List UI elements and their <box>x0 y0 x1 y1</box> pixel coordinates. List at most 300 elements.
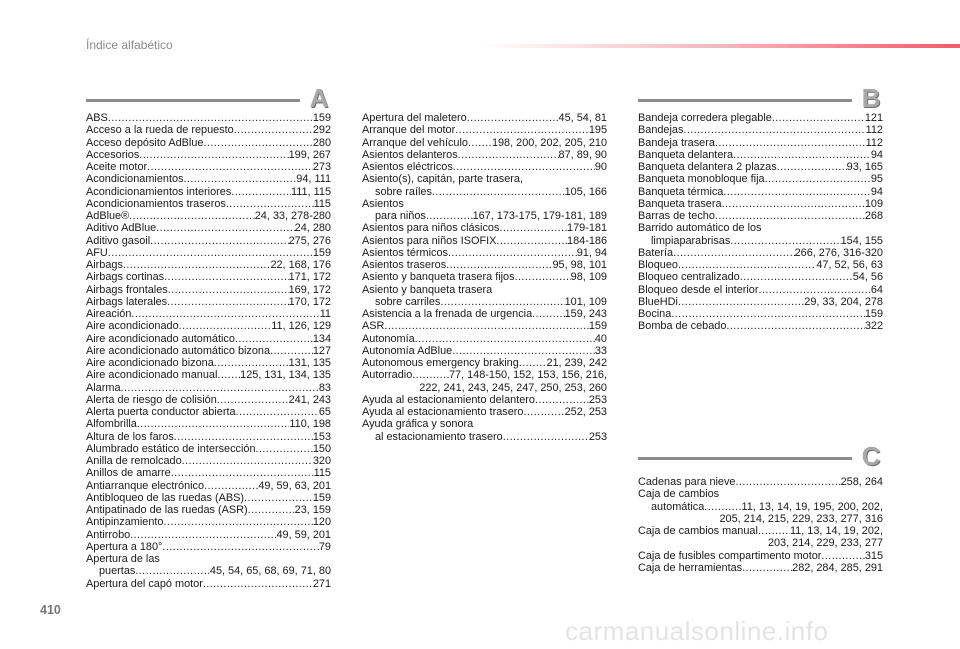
index-pages: 65 <box>318 406 331 418</box>
index-pages: 109 <box>864 197 883 210</box>
index-term: Cadenas para nieve <box>638 476 736 488</box>
dot-leader <box>168 284 289 296</box>
index-term: Batería <box>638 246 674 259</box>
index-pages: 90 <box>594 161 607 173</box>
index-entry <box>86 382 331 394</box>
index-pages: 258, 264 <box>840 476 883 488</box>
index-pages: 22, 168, 176 <box>270 259 331 271</box>
index-pages: 115 <box>313 197 331 210</box>
index-pages: 64 <box>870 283 883 296</box>
index-entry <box>86 259 331 271</box>
dot-leader <box>129 210 255 222</box>
index-pages: 45, 54, 81 <box>558 112 607 124</box>
index-pages: 49, 59, 201 <box>276 528 331 541</box>
index-pages-continued: 222, 241, 243, 245, 247, 250, 253, 260 <box>419 381 607 394</box>
index-entry-line <box>638 124 883 136</box>
index-pages: 125, 131, 134, 135 <box>240 369 331 382</box>
index-entry <box>86 198 331 210</box>
index-term: Ayuda al estacionamiento delantero <box>362 393 535 406</box>
index-entry-line <box>638 161 883 173</box>
section-b-letter: B <box>861 83 881 113</box>
dot-leader <box>174 431 313 443</box>
index-entry-line <box>638 562 883 574</box>
dot-leader <box>135 565 210 577</box>
section-b-rule <box>638 99 852 102</box>
dot-leader <box>467 112 559 124</box>
index-pages: 21, 239, 242 <box>546 357 607 369</box>
index-entry <box>362 406 607 418</box>
index-term: Antipatinado de las ruedas (ASR) <box>86 504 248 516</box>
index-term: Banqueta delantera 2 plazas <box>638 161 777 173</box>
index-term: Bandeja trasera <box>638 136 715 149</box>
dot-leader <box>236 406 319 418</box>
index-entry-line <box>362 235 607 247</box>
index-pages: 266, 276, 316-320 <box>794 246 883 259</box>
index-entry <box>638 525 883 550</box>
index-entry <box>638 173 883 185</box>
index-term: puertas <box>99 565 136 578</box>
index-entry <box>86 112 331 124</box>
section-c-letter: C <box>861 441 881 471</box>
index-entry-line <box>638 320 883 332</box>
index-entry-line <box>362 161 607 173</box>
watermark: carmanualsonline.info <box>565 616 829 646</box>
index-term: Apertura de las <box>86 553 160 565</box>
index-term: Autonomous emergency braking <box>362 357 519 369</box>
index-term: Acondicionamientos traseros <box>86 197 226 210</box>
index-entry-line <box>362 149 607 161</box>
index-pages: 320 <box>312 455 331 467</box>
index-entry-line <box>86 406 331 418</box>
index-entry <box>86 137 331 149</box>
index-pages: 112 <box>865 136 883 149</box>
index-pages: 292 <box>312 124 331 137</box>
index-entry-line <box>86 369 331 381</box>
dot-leader <box>446 259 552 271</box>
index-entry <box>638 186 883 198</box>
index-entry <box>638 476 883 488</box>
index-term: sobre raíles <box>375 185 432 198</box>
index-term: Banqueta térmica <box>638 185 724 198</box>
index-term: Bandejas <box>638 124 684 137</box>
index-entry-line <box>638 247 883 259</box>
index-pages: 315 <box>864 549 883 562</box>
dot-leader <box>726 320 864 332</box>
dot-leader <box>458 149 559 161</box>
index-entry <box>362 222 607 234</box>
dot-leader <box>678 296 804 308</box>
index-term: Apertura del maletero <box>362 112 467 124</box>
dot-leader <box>156 222 294 234</box>
index-term: Ayuda al estacionamiento trasero <box>362 406 524 418</box>
index-pages: 79 <box>318 540 331 553</box>
index-entry-line <box>362 345 607 357</box>
index-entry-line <box>638 210 883 222</box>
dot-leader <box>673 247 794 259</box>
dot-leader <box>777 161 847 173</box>
index-pages: 112 <box>865 124 883 137</box>
index-pages: 95, 98, 101 <box>552 259 607 271</box>
index-entry <box>86 296 331 308</box>
index-entry <box>86 578 331 590</box>
index-pages: 253 <box>588 393 607 406</box>
dot-leader <box>496 235 567 247</box>
dot-leader <box>183 173 296 185</box>
index-term: limpiaparabrisas <box>651 234 731 247</box>
dot-leader <box>683 124 865 136</box>
index-entry <box>638 124 883 136</box>
index-entry <box>86 357 331 369</box>
index-pages: 47, 52, 56, 63 <box>816 259 883 271</box>
index-entry <box>638 247 883 259</box>
index-entry-line <box>362 186 607 198</box>
index-entry <box>86 186 331 198</box>
index-entry <box>638 222 883 247</box>
index-entry <box>638 161 883 173</box>
index-pages: 273 <box>312 161 331 173</box>
index-term: Altura de los faros <box>86 430 174 443</box>
index-entry-line <box>86 124 331 136</box>
index-entry <box>638 308 883 320</box>
index-term: Asientos <box>362 197 404 210</box>
index-pages: 253 <box>588 430 607 443</box>
index-term: Alerta puerta conductor abierta <box>86 406 236 418</box>
index-entry <box>638 271 883 283</box>
index-term: Airbags frontales <box>86 283 168 296</box>
index-term: Antibloqueo de las ruedas (ABS) <box>86 491 245 504</box>
dot-leader <box>164 271 289 283</box>
index-entry <box>638 210 883 222</box>
index-term: Anilla de remolcado <box>86 455 182 467</box>
index-entry-line <box>362 333 607 345</box>
index-entry-line <box>86 320 331 332</box>
index-pages: 110, 198 <box>289 418 331 431</box>
index-term: Asientos eléctricos <box>362 161 453 173</box>
dot-leader <box>217 394 289 406</box>
index-term: ASR <box>362 320 385 333</box>
index-entry <box>86 541 331 553</box>
dot-leader <box>139 149 288 161</box>
index-pages: 111, 115 <box>291 185 331 198</box>
index-entry-line <box>638 259 883 271</box>
index-entry <box>362 357 607 369</box>
index-term: Asientos delanteros <box>362 148 458 161</box>
index-entry-line <box>362 259 607 271</box>
index-pages: 275, 276 <box>288 234 331 247</box>
index-pages: 159 <box>312 112 331 124</box>
index-entry <box>86 394 331 406</box>
index-entry-line <box>86 345 331 357</box>
index-pages: 77, 148-150, 152, 153, 156, 216, <box>448 369 607 382</box>
index-entry-line <box>362 308 607 320</box>
index-pages: 87, 89, 90 <box>558 148 607 161</box>
dot-leader <box>415 333 595 345</box>
dot-leader <box>182 455 313 467</box>
index-pages: 150 <box>312 442 331 455</box>
index-term: Bloqueo centralizado <box>638 271 740 284</box>
index-term: AFU <box>86 246 108 259</box>
index-term: Banqueta monobloque fija <box>638 173 765 186</box>
index-entry <box>86 284 331 296</box>
index-entry-line <box>86 137 331 149</box>
index-pages: 23, 159 <box>294 504 331 516</box>
index-pages: 159 <box>588 320 607 333</box>
index-entry <box>362 320 607 332</box>
dot-leader <box>523 406 564 418</box>
dot-leader <box>150 235 288 247</box>
index-term: Asientos traseros <box>362 259 447 271</box>
index-term: Arranque del vehículo <box>362 136 468 149</box>
index-entry-line <box>638 308 883 320</box>
index-pages: 271 <box>312 577 331 590</box>
index-pages: 153 <box>312 430 331 443</box>
dot-leader <box>137 418 290 430</box>
index-entry-line <box>86 271 331 283</box>
dot-leader <box>121 382 319 394</box>
index-entry-line <box>86 296 331 308</box>
index-entry <box>362 161 607 173</box>
index-term: Airbags <box>86 259 123 271</box>
index-pages: 49, 59, 63, 201 <box>258 479 331 492</box>
index-entry-line <box>86 284 331 296</box>
dot-leader <box>164 516 313 528</box>
index-pages: 184-186 <box>567 234 607 247</box>
index-term: Asientos para niños ISOFIX <box>362 234 497 247</box>
index-pages: 179-181 <box>567 222 607 235</box>
index-entry-line <box>86 198 331 210</box>
dot-leader <box>733 149 871 161</box>
dot-leader <box>248 504 295 516</box>
index-entry-line <box>86 529 331 541</box>
index-entry <box>638 259 883 271</box>
index-pages: 115 <box>313 467 331 480</box>
dot-leader <box>740 271 853 283</box>
index-pages: 167, 173-175, 179-181, 189 <box>472 210 607 222</box>
dot-leader <box>535 394 589 406</box>
index-term: Caja de herramientas <box>638 561 743 574</box>
index-entry <box>86 369 331 381</box>
index-entry-line <box>362 320 607 332</box>
dot-leader <box>515 271 571 283</box>
index-pages: 105, 166 <box>564 185 607 198</box>
index-entry <box>86 271 331 283</box>
index-pages: 11, 13, 14, 19, 195, 200, 202, <box>741 500 883 513</box>
dot-leader <box>234 124 313 136</box>
index-entry <box>86 504 331 516</box>
index-term: Antipinzamiento <box>86 516 164 529</box>
index-entry-line <box>362 369 607 381</box>
index-entry <box>638 284 883 296</box>
index-entry-line <box>86 112 331 124</box>
page-number: 410 <box>40 603 61 617</box>
index-pages: 11, 126, 129 <box>271 320 331 333</box>
index-entry <box>86 431 331 443</box>
index-pages: 24, 280 <box>294 222 331 235</box>
dot-leader <box>384 320 588 332</box>
dot-leader <box>519 357 547 369</box>
index-entry-line <box>362 210 607 222</box>
index-entry-line <box>362 124 607 136</box>
index-entry <box>362 345 607 357</box>
index-pages: 121 <box>864 112 883 124</box>
index-entry-line <box>86 247 331 259</box>
index-entry <box>362 124 607 136</box>
dot-leader <box>214 357 289 369</box>
dot-leader <box>130 529 276 541</box>
index-term: Aditivo AdBlue <box>86 222 157 235</box>
index-column-2 <box>362 112 607 443</box>
index-pages: 24, 33, 278-280 <box>254 210 331 222</box>
index-entry-line <box>638 525 883 537</box>
dot-leader <box>723 186 871 198</box>
dot-leader <box>217 369 240 381</box>
index-pages: 101, 109 <box>564 295 607 308</box>
dot-leader <box>108 112 313 124</box>
index-pages: 33 <box>594 344 607 357</box>
index-entry <box>638 296 883 308</box>
index-term: Alerta de riesgo de colisión <box>86 393 217 406</box>
dot-leader <box>671 308 865 320</box>
index-term: Bomba de cebado <box>638 320 727 333</box>
index-pages: 322 <box>864 320 883 333</box>
index-entry <box>86 418 331 430</box>
section-b-header <box>638 83 886 113</box>
section-c-header <box>638 441 886 471</box>
dot-leader <box>426 210 473 222</box>
index-entry-line <box>86 541 331 553</box>
index-pages: 241, 243 <box>288 393 331 406</box>
index-entry-line <box>86 235 331 247</box>
index-pages: 98, 109 <box>570 271 607 284</box>
index-entry-line <box>86 578 331 590</box>
index-term: Asiento y banqueta trasera fijos <box>362 271 515 284</box>
index-term: Barras de techo <box>638 210 715 222</box>
index-entry-line <box>362 296 607 308</box>
index-term: Antiarranque electrónico <box>86 479 205 492</box>
index-entry <box>86 149 331 161</box>
dot-leader <box>758 525 790 537</box>
index-entry <box>362 198 607 223</box>
index-term: Alarma <box>86 381 121 394</box>
index-entry <box>86 529 331 541</box>
dot-leader <box>147 161 313 173</box>
index-entry <box>86 492 331 504</box>
dot-leader <box>123 259 271 271</box>
index-term: Banqueta delantera <box>638 148 734 161</box>
index-term: Asiento y banqueta trasera <box>362 283 493 296</box>
index-column-3 <box>638 112 883 333</box>
index-entry <box>86 210 331 222</box>
index-entry-line <box>86 480 331 492</box>
index-entry-line <box>362 271 607 283</box>
index-pages: 45, 54, 65, 68, 69, 71, 80 <box>209 565 331 578</box>
index-entry <box>86 345 331 357</box>
index-term: Airbags laterales <box>86 295 168 308</box>
index-entry <box>86 247 331 259</box>
index-entry <box>362 284 607 309</box>
index-entry-line <box>86 504 331 516</box>
index-pages: 127 <box>312 344 331 357</box>
index-pages: 159 <box>864 308 883 320</box>
dot-leader <box>270 345 313 357</box>
index-term: Asientos para niños clásicos <box>362 222 500 235</box>
index-pages-continued: 205, 214, 215, 229, 233, 277, 316 <box>719 512 883 525</box>
index-entry-line <box>638 296 883 308</box>
index-term: Caja de cambios <box>638 488 720 501</box>
index-pages: 282, 284, 285, 291 <box>792 561 883 574</box>
index-entry-line <box>86 161 331 173</box>
index-pages: 159 <box>312 491 331 504</box>
index-entry <box>362 173 607 198</box>
dot-leader <box>171 467 314 479</box>
index-term: Barrido automático de los <box>638 222 762 235</box>
index-entry <box>638 550 883 562</box>
index-term: al estacionamiento trasero <box>375 430 503 443</box>
index-term: Asiento(s), capitán, parte trasera, <box>362 173 524 186</box>
index-entry <box>362 149 607 161</box>
index-term: Apertura a 180° <box>86 540 163 553</box>
dot-leader <box>440 296 564 308</box>
index-entry <box>362 418 607 443</box>
index-entry <box>638 112 883 124</box>
index-entry <box>638 562 883 574</box>
index-entry <box>638 320 883 332</box>
index-entry <box>86 124 331 136</box>
dot-leader <box>758 284 870 296</box>
section-a-header <box>86 83 334 113</box>
index-entry <box>362 137 607 149</box>
index-entry <box>638 137 883 149</box>
index-pages: 54, 56 <box>852 271 883 284</box>
index-term: Alfombrilla <box>86 418 137 431</box>
section-a-letter: A <box>309 83 329 113</box>
index-entry-line <box>638 137 883 149</box>
index-entry <box>362 235 607 247</box>
index-entry-line <box>86 222 331 234</box>
index-term: Caja de fusibles compartimento motor <box>638 549 822 562</box>
index-entry-line <box>86 431 331 443</box>
index-pages: 131, 135 <box>288 357 331 369</box>
index-entry <box>86 235 331 247</box>
index-pages: 154, 155 <box>840 234 883 247</box>
dot-leader <box>226 198 314 210</box>
index-entry-line <box>86 382 331 394</box>
dot-leader <box>108 247 313 259</box>
index-entry-line <box>362 222 607 234</box>
dot-leader <box>715 137 866 149</box>
index-pages: 252, 253 <box>564 406 607 418</box>
index-entry-line <box>86 492 331 504</box>
dot-leader <box>765 173 871 185</box>
index-entry <box>86 161 331 173</box>
index-term: Aditivo gasoil <box>86 234 151 247</box>
index-term: Asientos térmicos <box>362 246 448 259</box>
dot-leader <box>453 161 595 173</box>
index-entry <box>362 369 607 394</box>
index-term: Arranque del motor <box>362 124 456 137</box>
index-entry <box>86 333 331 345</box>
index-pages: 91, 94 <box>576 246 607 259</box>
index-pages: 94, 111 <box>296 173 331 186</box>
index-entry-line <box>86 357 331 369</box>
index-entry <box>86 455 331 467</box>
index-term: Acondicionamientos <box>86 173 184 186</box>
index-entry-line <box>86 394 331 406</box>
index-term: Autonomía AdBlue <box>362 344 453 357</box>
dot-leader <box>244 492 313 504</box>
index-entry-line <box>638 550 883 562</box>
index-term: Antirrobo <box>86 528 131 541</box>
